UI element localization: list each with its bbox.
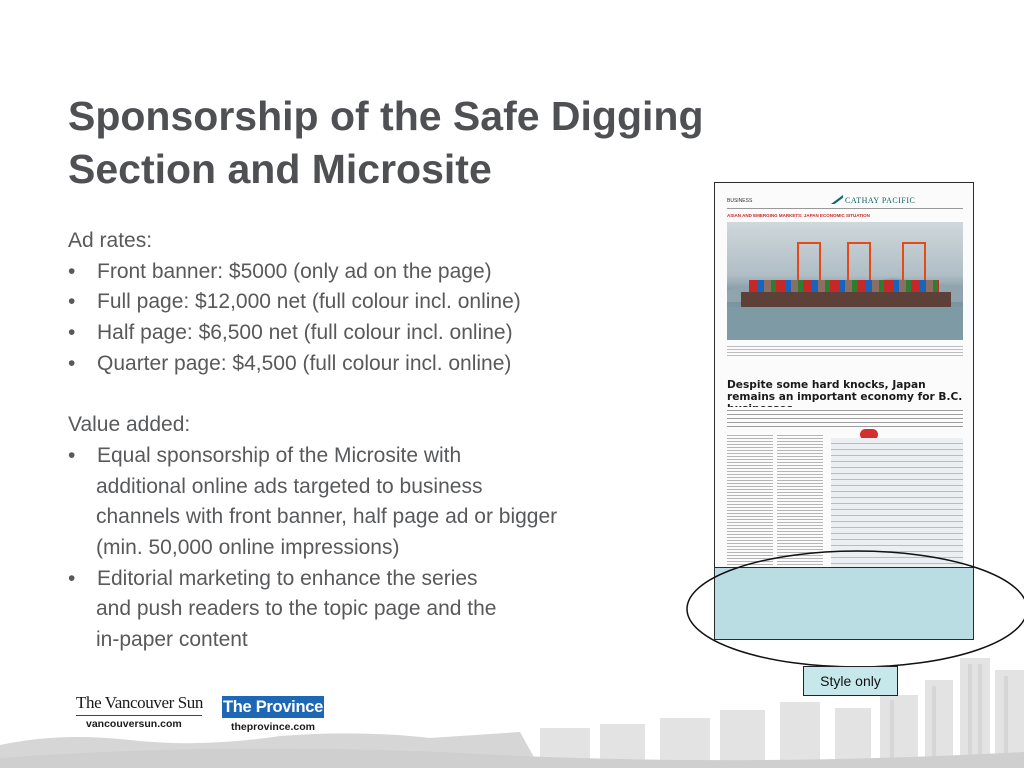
value-added-item [68, 564, 688, 595]
bullet: • [68, 321, 76, 345]
vancouver-sun-wordmark: The Vancouver Sun [76, 693, 203, 712]
value-added-continuation: in-paper content [96, 628, 248, 652]
newspaper-header [727, 193, 963, 209]
ad-rate-text: Front banner: $5000 (only ad on the page) [97, 259, 492, 283]
ad-rates-heading: Ad rates: [68, 229, 153, 252]
highlight-ellipse [684, 548, 1024, 670]
the-province-url: theprovince.com [231, 721, 316, 733]
bullet: • [68, 259, 76, 283]
vancouver-sun-url: vancouversun.com [86, 718, 182, 730]
container-ship-photo [727, 222, 963, 340]
style-only-label: Style only [803, 666, 898, 696]
newspaper-kicker: ASIAN AND EMERGING MARKETS: JAPAN ECONOMIC SITUATION [727, 213, 870, 218]
slide-body [68, 226, 688, 656]
value-added-text: Equal sponsorship of the Microsite with [97, 443, 462, 467]
vancouver-sun-logo [76, 693, 203, 730]
the-province-wordmark: The Province [222, 698, 324, 716]
value-added-continuation: (min. 50,000 online impressions) [96, 536, 400, 560]
photo-water [727, 307, 963, 340]
value-added-continuation: additional online ads targeted to business [96, 474, 483, 498]
slide-title-line-2: Section and Microsite [68, 146, 492, 192]
value-added-continuation: channels with front banner, half page ad or bigger [96, 505, 558, 529]
ad-rate-text: Half page: $6,500 net (full colour incl. online) [97, 321, 513, 345]
logo-rule [76, 715, 202, 716]
ad-rate-item [68, 349, 688, 380]
bullet: • [68, 351, 76, 375]
spacer [68, 380, 688, 411]
photo-caption-lines [727, 344, 963, 356]
slide-title-line-1: Sponsorship of the Safe Digging [68, 93, 704, 139]
ad-rate-text: Full page: $12,000 net (full colour incl. online) [97, 290, 521, 314]
value-added-item [68, 441, 688, 472]
bullet: • [68, 290, 76, 314]
bullet: • [68, 443, 76, 467]
slide-title [68, 90, 828, 196]
airline-logo-icon [831, 195, 843, 204]
the-province-logo [222, 696, 324, 733]
newspaper-headline: Despite some hard knocks, Japan remains an important economy for B.C. [727, 379, 963, 403]
newspaper-deck-lines [727, 407, 963, 427]
value-added-text: Editorial marketing to enhance the series [97, 566, 478, 590]
advertiser-name: CATHAY PACIFIC [845, 196, 916, 205]
bullet: • [68, 566, 76, 590]
value-added-heading: Value added: [68, 413, 191, 437]
newspaper-section-label: BUSINESS [727, 198, 753, 204]
value-added-continuation: and push readers to the topic page and the [96, 597, 497, 621]
ad-rate-item [68, 318, 688, 349]
ad-rate-text: Quarter page: $4,500 (full colour incl. online) [97, 351, 512, 375]
ad-rate-item [68, 287, 688, 318]
ad-rate-item [68, 257, 688, 288]
